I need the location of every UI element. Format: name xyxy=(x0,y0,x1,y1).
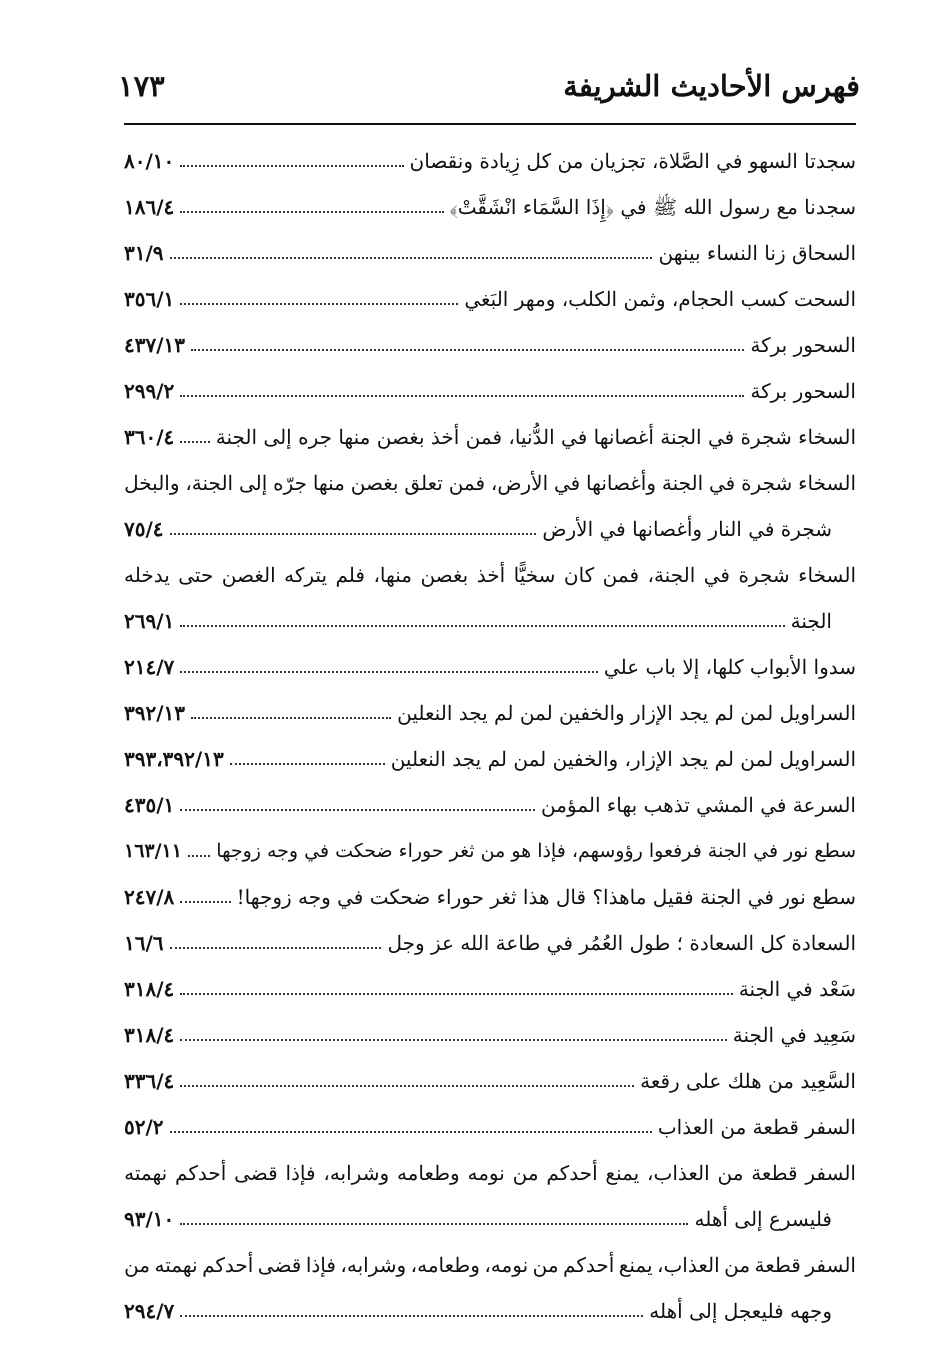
entry-reference: ٣٩٢/١٣ xyxy=(124,701,186,725)
entry-line-final xyxy=(124,1104,856,1150)
entry-word: قضى xyxy=(234,1161,278,1185)
entry-text: سجدنا مع رسول الله ﷺ في ﴿إِذَا السَّمَاء انْشَقَّتْ﴾ xyxy=(449,195,856,219)
entry-word: إلى xyxy=(238,471,268,495)
entry-text xyxy=(124,1242,856,1288)
entry-text: شجرة في النار وأغصانها في الأرض xyxy=(542,517,832,541)
entry-word: وطعامه، xyxy=(410,1253,480,1277)
entry-line-final xyxy=(124,828,856,874)
dot-leader xyxy=(180,441,209,443)
dot-leader xyxy=(180,1039,727,1041)
entry-line-final xyxy=(124,414,856,460)
entry-reference: ٣٣٦/٤ xyxy=(124,1069,175,1093)
entry-line xyxy=(124,1150,856,1196)
entry-reference: ٩٣/١٠ xyxy=(124,1207,175,1231)
entry-text: السحور بركة xyxy=(750,379,856,403)
index-entry xyxy=(124,1150,856,1242)
entry-word: من xyxy=(717,1161,744,1185)
entry-text: سَعِيد في الجنة xyxy=(732,1023,856,1047)
entry-line-final xyxy=(124,230,856,276)
entry-word: يمنع xyxy=(618,1253,653,1277)
entry-reference: ١٨٦/٤ xyxy=(124,195,175,219)
index-entry xyxy=(124,184,856,230)
entry-word: في xyxy=(553,471,581,495)
entry-text: السَّعِيد من هلك على رقعة xyxy=(640,1069,856,1093)
entry-word: كان xyxy=(563,563,595,587)
entry-reference: ٣٥٦/١ xyxy=(124,287,175,311)
page-title: فهرس الأحاديث الشريفة xyxy=(563,69,860,103)
entry-line-final xyxy=(124,506,856,552)
entry-word: السفر xyxy=(805,1161,856,1185)
entry-reference: ٥٢/٢ xyxy=(124,1115,164,1139)
dot-leader xyxy=(180,165,403,167)
entry-reference: ٢١٤/٧ xyxy=(124,655,175,679)
entry-word: شجرة xyxy=(738,563,790,587)
entry-text: السراويل لمن لم يجد الإزار، والخفين لمن لم يجد النعلين xyxy=(390,747,856,771)
entry-reference: ٢٩٤/٧ xyxy=(124,1299,175,1323)
entry-word: من xyxy=(512,1161,539,1185)
entry-text: السحت كسب الحجام، وثمن الكلب، ومهر البَغي xyxy=(464,287,856,311)
entry-word: شجرة xyxy=(741,471,793,495)
entry-reference: ١٦٣/١١ xyxy=(124,840,182,862)
entry-word: قضى xyxy=(257,1253,302,1277)
entry-reference: ٧٥/٤ xyxy=(124,517,164,541)
entry-word: الجنة، xyxy=(185,471,234,495)
index-entry xyxy=(124,322,856,368)
entry-line-final xyxy=(124,138,856,184)
entry-text: سجدتا السهو في الصَّلاة، تجزيان من كل زِيادة ونقصان xyxy=(409,149,856,173)
entry-line-final xyxy=(124,322,856,368)
index-entry xyxy=(124,690,856,736)
entry-text: الجنة xyxy=(790,609,832,633)
index-entry xyxy=(124,874,856,920)
entry-word: الأرض، xyxy=(490,471,549,495)
entry-text xyxy=(124,552,856,598)
entry-text: السعادة كل السعادة ؛ طول العُمُر في طاعة الله عز وجل xyxy=(387,931,856,955)
entry-word: وشرابه، xyxy=(340,1253,407,1277)
entry-reference: ١٦/٦ xyxy=(124,931,164,955)
entry-word: قطعة xyxy=(754,1253,801,1277)
entry-line-final xyxy=(124,920,856,966)
entry-reference: ٢٦٩/١ xyxy=(124,609,175,633)
entry-text: السفر قطعة من العذاب xyxy=(657,1115,856,1139)
entry-word: قطعة xyxy=(751,1161,798,1185)
entry-word: أخذ xyxy=(476,563,506,587)
page-header xyxy=(118,56,860,116)
entry-word: فمن xyxy=(602,563,640,587)
entry-word: السفر xyxy=(805,1253,856,1277)
index-entry xyxy=(124,552,856,644)
entry-text xyxy=(124,460,856,506)
entry-word: من xyxy=(124,1253,151,1277)
entry-reference: ٢٩٩/٢ xyxy=(124,379,175,403)
entry-word: أحدكم xyxy=(546,1161,598,1185)
index-entry xyxy=(124,414,856,460)
dot-leader xyxy=(191,717,391,719)
entry-text: السراويل لمن لم يجد الإزار والخفين لمن لم يجد النعلين xyxy=(397,701,856,725)
dot-leader xyxy=(180,395,744,397)
entry-text: فليسرع إلى أهله xyxy=(694,1207,832,1231)
entry-word: في xyxy=(709,471,736,495)
entry-text xyxy=(124,1150,856,1196)
dot-leader xyxy=(180,993,733,995)
entry-word: منها، xyxy=(373,563,412,587)
dot-leader xyxy=(170,947,382,949)
entry-line-final xyxy=(124,690,856,736)
entry-word: نومه، xyxy=(484,1253,529,1277)
entry-word: جرّه xyxy=(273,471,307,495)
dot-leader xyxy=(188,855,210,857)
dot-leader xyxy=(230,763,385,765)
entry-word: يتركه xyxy=(284,563,328,587)
entry-word: الجنة، xyxy=(647,563,696,587)
entry-line-final xyxy=(124,184,856,230)
entry-word: السخاء xyxy=(798,471,856,495)
entry-reference: ٤٣٧/١٣ xyxy=(124,333,186,357)
entry-reference: ٢٤٧/٨ xyxy=(124,885,175,909)
entry-word: تعلق xyxy=(404,471,443,495)
entry-line xyxy=(124,552,856,598)
index-entry xyxy=(124,920,856,966)
entry-word: من xyxy=(532,1253,559,1277)
entry-word: العذاب، xyxy=(647,1161,710,1185)
entry-reference: ٤٣٥/١ xyxy=(124,793,175,817)
entry-line-final xyxy=(124,782,856,828)
index-entry xyxy=(124,736,856,782)
dot-leader xyxy=(180,625,784,627)
entry-text: السرعة في المشي تذهب بهاء المؤمن xyxy=(541,793,856,817)
entry-text: السحاق زنا النساء بينهن xyxy=(658,241,856,265)
entry-word: بغصن xyxy=(350,471,399,495)
entry-word: بغصن xyxy=(420,563,469,587)
index-entry xyxy=(124,460,856,552)
entry-word: وطعامه xyxy=(396,1161,460,1185)
index-entry xyxy=(124,644,856,690)
entry-word: فمن xyxy=(448,471,486,495)
index-entry xyxy=(124,1012,856,1058)
entry-line-final xyxy=(124,1012,856,1058)
index-entry xyxy=(124,276,856,322)
entry-text: سَعْد في الجنة xyxy=(738,977,856,1001)
entry-line-final xyxy=(124,874,856,920)
entry-word: من xyxy=(724,1253,751,1277)
dot-leader xyxy=(170,1131,652,1133)
index-entry xyxy=(124,368,856,414)
entry-word: نهمته xyxy=(124,1161,168,1185)
entry-reference: ٨٠/١٠ xyxy=(124,149,175,173)
entry-reference: ٣١/٩ xyxy=(124,241,164,265)
dot-leader xyxy=(170,257,653,259)
entry-text: السحور بركة xyxy=(750,333,856,357)
entry-reference: ٣١٨/٤ xyxy=(124,977,175,1001)
entry-word: يمنع xyxy=(605,1161,640,1185)
entry-line xyxy=(124,460,856,506)
entry-line-final xyxy=(124,368,856,414)
entry-word: أحدكم xyxy=(563,1253,615,1277)
entry-word: الغصن xyxy=(221,563,276,587)
dot-leader xyxy=(180,303,458,305)
dot-leader xyxy=(180,211,443,213)
entry-word: حتى xyxy=(178,563,214,587)
entry-line-final xyxy=(124,736,856,782)
index-entry xyxy=(124,230,856,276)
entry-line-final xyxy=(124,1058,856,1104)
entry-word: يدخله xyxy=(124,563,170,587)
entry-word: في xyxy=(703,563,730,587)
page-number: ١٧٣ xyxy=(118,69,165,103)
entry-word: وأغصانها xyxy=(586,471,657,495)
entry-word: سخيًّا xyxy=(513,563,556,587)
entry-reference: ٣٦٠/٤ xyxy=(124,425,175,449)
dot-leader xyxy=(180,1085,634,1087)
entry-line-final xyxy=(124,1288,856,1334)
dot-leader xyxy=(191,349,744,351)
entry-word: منها xyxy=(312,471,345,495)
dot-leader xyxy=(170,533,537,535)
dot-leader xyxy=(180,1223,688,1225)
index-entry xyxy=(124,1242,856,1334)
entry-word: الجنة xyxy=(661,471,704,495)
entry-word: نومه xyxy=(467,1161,505,1185)
entry-text: السخاء شجرة في الجنة أغصانها في الدُّنيا، فمن أخذ بغصن منها جره إلى الجنة xyxy=(215,425,856,449)
entry-word: أحدكم xyxy=(202,1253,254,1277)
header-rule xyxy=(124,123,856,125)
dot-leader xyxy=(180,809,535,811)
entry-line xyxy=(124,1242,856,1288)
entry-line-final xyxy=(124,276,856,322)
entry-word: نهمته xyxy=(154,1253,198,1277)
entry-word: فإذا xyxy=(305,1253,336,1277)
entry-text: سطع نور في الجنة فرفعوا رؤوسهم، فإذا هو من ثغر حوراء ضحكت في وجه زوجها xyxy=(216,840,856,862)
entry-text: سدوا الأبواب كلها، إلا باب علي xyxy=(603,655,856,679)
entry-word: أحدكم xyxy=(175,1161,227,1185)
index-entry xyxy=(124,1104,856,1150)
entry-word: وشرابه، xyxy=(323,1161,390,1185)
entry-line-final xyxy=(124,1196,856,1242)
entry-line-final xyxy=(124,644,856,690)
entry-reference: ٣١٨/٤ xyxy=(124,1023,175,1047)
dot-leader xyxy=(180,901,230,903)
dot-leader xyxy=(180,1315,643,1317)
entry-text: سطع نور في الجنة فقيل ماهذا؟ قال هذا ثغر حوراء ضحكت في وجه زوجها! xyxy=(236,885,856,909)
entry-word: فإذا xyxy=(285,1161,316,1185)
entry-text: وجهه فليعجل إلى أهله xyxy=(649,1299,832,1323)
entry-reference: ٣٩٣،٣٩٢/١٣ xyxy=(124,747,224,771)
index-entry xyxy=(124,782,856,828)
entry-word: السخاء xyxy=(798,563,856,587)
index-entry xyxy=(124,1058,856,1104)
entry-word: والبخل xyxy=(124,471,180,495)
entry-line-final xyxy=(124,966,856,1012)
entry-word: فلم xyxy=(335,563,365,587)
dot-leader xyxy=(180,671,598,673)
index-entry xyxy=(124,828,856,874)
hadith-index-list xyxy=(124,138,856,1334)
index-entry xyxy=(124,966,856,1012)
entry-word: العذاب، xyxy=(657,1253,720,1277)
index-entry xyxy=(124,138,856,184)
entry-line-final xyxy=(124,598,856,644)
